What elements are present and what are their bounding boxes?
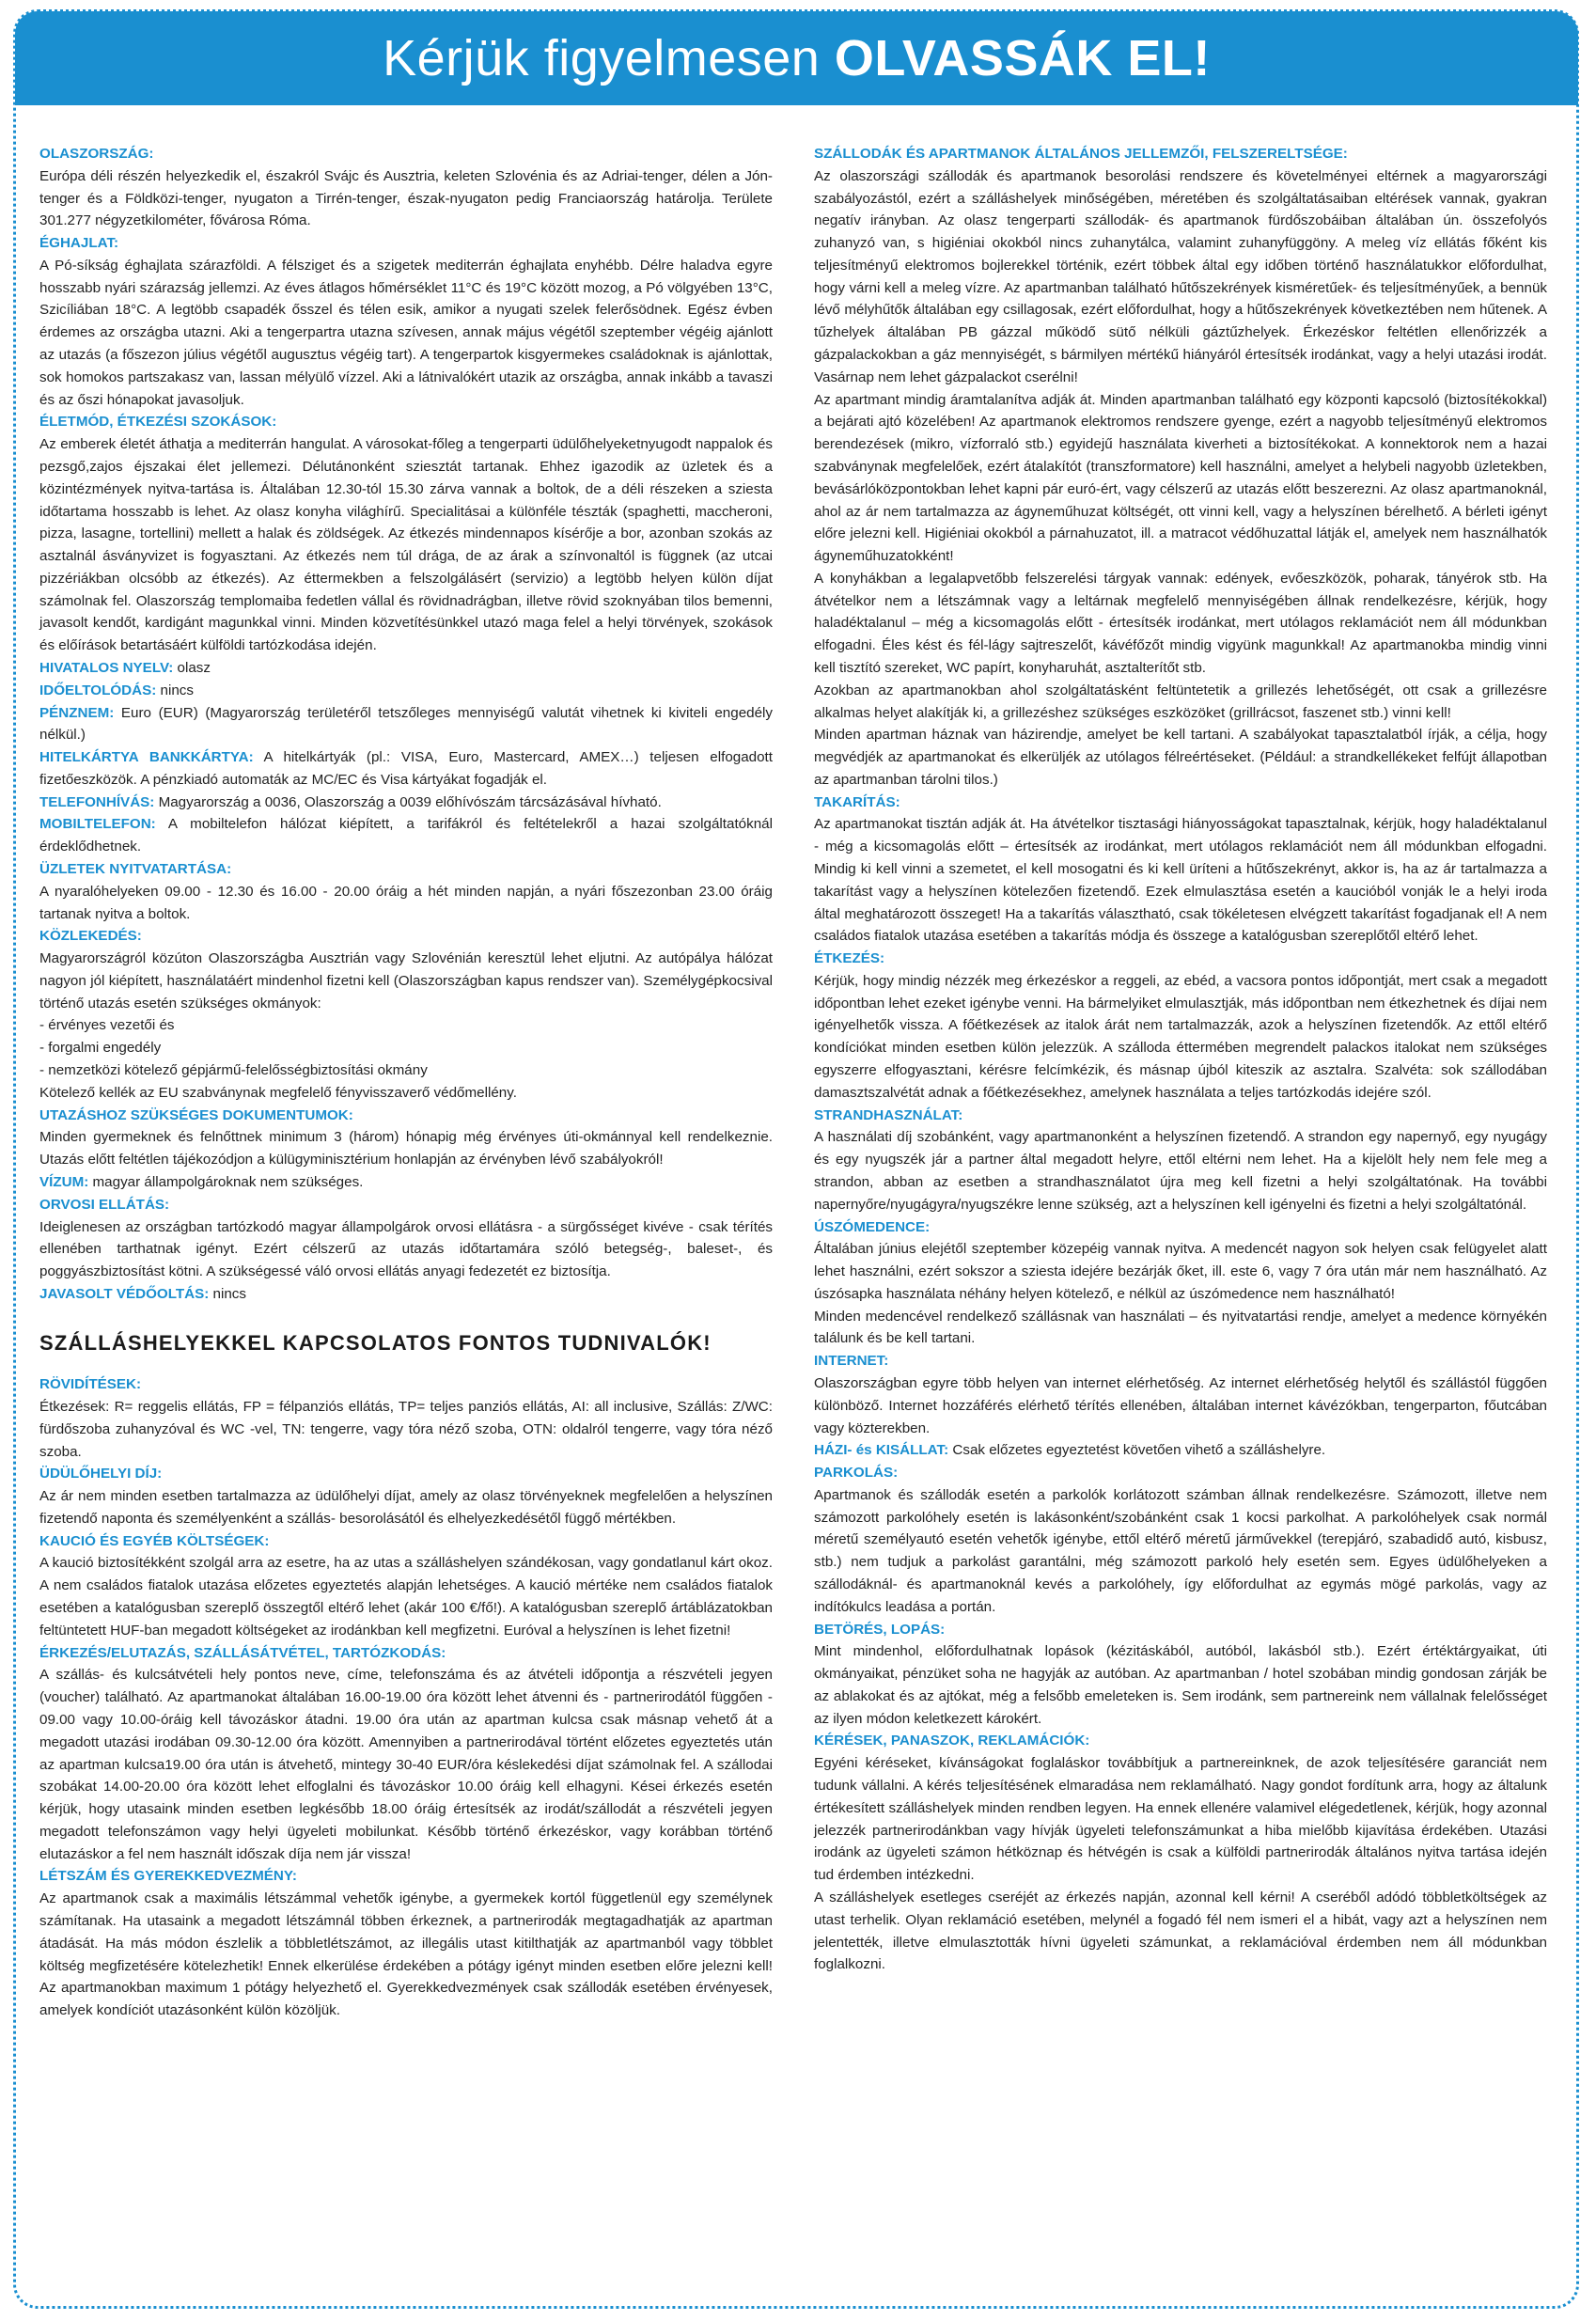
section-text: A szálláshelyek esetleges cseréjét az érkezés napján, azonnal kell kérni! A cseréből adódó többletköltségek az utast terhelik. Olyan reklamáció esetében, melynél a fogadó fél nem ismeri el a hibát, vagy azt a helyszínen nem jelentették, illetve elmulasztották hívni ügyeleti számunkat, a reklamációval érdemben nem áll módunkban foglalkozni.: [814, 1889, 1547, 1973]
section-heading: INTERNET:: [814, 1353, 889, 1370]
section-text: Általában június elejétől szeptember közepéig vannak nyitva. A medencét nagyon sok helyen csak felügyelet alatt lehet használni, ezért sokszor a sziesta idejére bezárják őket, ill. este 6, vagy 7 óra után már nem használható. Az úszósapka használata néhány helyen kötelező, e nélkül az úszómedence nem használható!: [814, 1241, 1547, 1302]
section-heading: ÉTKEZÉS:: [814, 950, 885, 967]
section-text: Az apartmanokat tisztán adják át. Ha átvételkor tisztasági hiányosságokat tapasztalnak, kérjük, hogy haladéktalanul - még a kicsomagolás előtt – értesítsék az irodánkat, mert utólagos reklamációt nem áll módunkban elfogadni. Mindig ki kell vinni a szemetet, el kell mosogatni és ki kell üríteni a hűtőszekrényt, akkor is, ha az ár tartalmazza a takarítást vagy a helyszínen kötelezően fizetendő. Ezek elmulasztása esetén a kaucióból vonják le a helyi iroda által meghatározott összeget! Ha a takarítás választható, csak tökéletesen elvégzett takarítást fogadjanak el! A nem családos fiatalok utazása esetében a takarítás módja és összege a katalógusban szereplőtől eltérő lehet.: [814, 816, 1547, 945]
section-text: Azokban az apartmanokban ahol szolgáltatásként feltüntetetik a grillezés lehetőségét, ott csak a grillezésre alkalmas helyet alakítják ki, a grillezéshez szükséges eszközöket (grillrácsot, faszenet stb.) vinni kell!: [814, 682, 1547, 721]
section-text: A szállás- és kulcsátvételi hely pontos neve, címe, telefonszáma és az átvételi időpontja a részvételi jegyen (voucher) található. Az apartmanokat általában 16.00-19.00 óra között lehet átvenni és - partnerirodától függően - 09.00 vagy 10.00-óráig kell távozáskor átadni. 19.00 óra után az apartman kulcsa csak másnap vehető át a megadott utazási irodában 09.30-12.00 óra között. Amennyiben a partnerirodával történt előzetes egyeztetés után az apartman kulcsa19.00 óra után is átvehető, mintegy 30-40 EUR/óra késlekedési díjat számolnak fel. A szállodai szobákat 14.00-20.00 óra között lehet elfoglalni és távozáskor 10.00 óráig kell elhagyni. Kései érkezés esetén kérjük, hogy utasaink minden esetben legkésőbb 18.00 óráig értesítsék az irodát/szállodát a részvételi jegyen megadott telefonszámon vagy helyi ügyeleti mobilunkat. Később történő érkezéskor, vagy korábban történő elutazáskor a fel nem használt időszak díja nem jár vissza!: [39, 1667, 773, 1862]
section-heading: ORVOSI ELLÁTÁS:: [39, 1196, 170, 1213]
info-line: HITELKÁRTYA BANKKÁRTYA: A hitelkártyák (pl.: VISA, Euro, Mastercard, AMEX…) teljesen elfogadott fizetőeszközök. A pénzkiadó automaták az MC/EC és Visa kártyákat fogadják el.: [39, 749, 773, 788]
list-item: - érvényes vezetői és: [39, 1017, 175, 1034]
section-heading: ÉRKEZÉS/ELUTAZÁS, SZÁLLÁSÁTVÉTEL, TARTÓZKODÁS:: [39, 1644, 446, 1661]
section-heading: KÖZLEKEDÉS:: [39, 928, 142, 945]
section-text: Az ár nem minden esetben tartalmazza az üdülőhelyi díjat, amely az olasz törvényeknek megfelelően a helyszínen fizetendő naponta és személyenként a szállás- besorolásától és elhelyezkedésétől függő mértékben.: [39, 1488, 773, 1527]
section-text: Mint mindenhol, előfordulhatnak lopások (kézitáskából, autóból, lakásból stb.). Ezért értéktárgyaikat, úti okmányaikat, pénzüket soha ne hagyják az autóban. Az apartmanban / hotel szobában mindig gondosan zárják be az ablakokat és az ajtókat, még a felsőbb emeleteken is. Sem irodánk, sem partnereink nem vállalnak felelősséget az ilyen módon keletkezett károkért.: [814, 1643, 1547, 1727]
section-heading: ÉGHAJLAT:: [39, 235, 119, 252]
page-header: [15, 11, 1578, 105]
info-line: VÍZUM: magyar állampolgároknak nem szükséges.: [39, 1173, 364, 1190]
section-text: Az olaszországi szállodák és apartmanok besorolási rendszere és követelményei eltérnek a magyarországi szabályozástól, ezért a szálláshelyek minőségében, méretében és szolgáltatásaiban eltérések vannak, gyakran negatív irányban. Az olasz tengerparti szállodák- és apartmanok fürdőszobáiban általában ún. összefolyós zuhanyzó van, s higiéniai okokból nincs zuhanytálca, valamint zuhanyfüggöny. A meleg víz ellátás főként kis teljesítményű elektromos bojlerekkel történik, ezért többek által egy időben történő használatukkor előfordulhat, hogy várni kell a meleg vízre. Az apartmanban található hűtőszekrények kisméretűek- és teljesítményűek, a bennük lévő mélyhűtők általában egy csillagosak, ezért előfordulhat, hogy a hűtőszekrények következtében nem hűtenek. A tűzhelyek általában PB gázzal működő sütő nélküli gáztűzhelyek. Érkezéskor feltétlen ellenőrizzék a gázpalackokban a gáz mennyiségét, s bármilyen mértékű hiányáról értesítsék irodánkat, vagy a helyi utazási irodát. Vasárnap nem lehet gázpalackot cserélni!: [814, 167, 1547, 385]
section-text: Kérjük, hogy mindig nézzék meg érkezéskor a reggeli, az ebéd, a vacsora pontos időpontját, mert csak a megadott időpontban lehet ezeket igénybe venni. Ha bármelyiket elmulasztják, más időpontban nem étkezhetnek és díjai nem igényelhetők vissza. A főétkezések az italok árát nem tartalmazzák, azok a helyszínen fizetendők. Az ettől eltérő kondíciókat minden esetben külön jelezzük. A szálloda éttermében megrendelt palackos italokat nem szükséges egyszerre elfogyasztani, kérésre felcímkézik, és másnap újból kiteszik az asztalra. Szalvéta: sok szállodában damasztszalvétát adnak a főétkezésekhez, amelynek használata a teljes tartózkodás idejére szól.: [814, 972, 1547, 1101]
section-text: Egyéni kéréseket, kívánságokat foglaláskor továbbítjuk a partnereinknek, de azok teljesítésére garanciát nem tudunk vállalni. A kérés teljesítésének elmaradása nem reklamálható. Nagy gondot fordítunk arra, hogy az általunk értékesített szálláshelyek minden rendben legyen. Ha ennek ellenére valamivel elégedetlenek, kérjük, hogy azonnal jelezzék partnerirodánkban vagy hívják ügyeleti telefonszámunkat a hiba mielőbb kijavítása érdekében. Utazási irodánk az ügyeleti számon hétköznap és hétvégén is csak a külföldi partnerirodák általános nyitva tartása idején tud érdemben intézkedni.: [814, 1755, 1547, 1884]
section-heading: PARKOLÁS:: [814, 1465, 899, 1482]
section-text: Minden apartman háznak van házirendje, amelyet be kell tartani. A szabályokat tapasztalatból írják, a célja, hogy megvédjék az apartmanokat és elkerüljék az utólagos félreértéseket. (Például: a strandkellékeket felfújt állapotban az apartmanban tárolni tilos.): [814, 727, 1547, 788]
left-column: [39, 143, 773, 2022]
section-text: A konyhákban a legalapvetőbb felszerelési tárgyak vannak: edények, evőeszközök, poharak, tányérok stb. Ha átvételkor nem a létszámnak vagy a leltárnak megfelelő mennyiségében állnak rendelkezésre, kérjük, hogy haladéktalanul – még a kicsomagolás előtt - értesítsék irodánkat, mert utólagos reklamációt nem áll módunkban elfogadni. Éles kést és fél-lágy sajtreszelőt, kávéfőzőt mindig vigyünk magunkkal! Az apartmanokba mindig vinni kell tisztító szereket, WC papírt, konyharuhát, asztalterítőt stb.: [814, 570, 1547, 676]
section-text: Minden medencével rendelkező szállásnak van használati – és nyitvatartási rendje, amelyet a medence környékén találunk és be kell tartani.: [814, 1308, 1547, 1347]
right-column: [814, 143, 1547, 1976]
section-heading: SZÁLLODÁK ÉS APARTMANOK ÁLTALÁNOS JELLEMZŐI, FELSZERELTSÉGE:: [814, 146, 1348, 162]
section-text: A Pó-síkság éghajlata szárazföldi. A félsziget és a szigetek mediterrán éghajlata enyhébb. Délre haladva egyre hosszabb nyári szárazság jellemzi. Az éves átlagos hőmérséklet 11°C és 19°C között mozog, a Pó völgyében 13°C, Szicíliában 18°C. A legtöbb csapadék ősszel és télen esik, amikor a nyugati szelek felerősödnek. Egész évben érdemes az országba utazni. Aki a tengerpartra utazna szívesen, annak május végétől szeptember végéig ajánlott az utazás (a főszezon július végétől augusztus végéig tart). A tengerpartok kisgyermekes családoknak is ajánlottak, sok homokos partszakasz van, lassan mélyülő vízzel. Aki a látnivalókért utazik az országba, annak inkább a tavaszi és az őszi hónapokat javasoljuk.: [39, 257, 773, 408]
section-heading: ÚSZÓMEDENCE:: [814, 1218, 931, 1235]
section-heading: OLASZORSZÁG:: [39, 146, 154, 162]
info-line: PÉNZNEM: Euro (EUR) (Magyarország területéről tetszőleges mennyiségű valutát vihetnek ki kiviteli engedély nélkül.): [39, 704, 773, 744]
section-text: Apartmanok és szállodák esetén a parkolók korlátozott számban állnak rendelkezésre. Számozott, illetve nem számozott parkolóhely esetén is lakásonként/szobánként csak 1 kocsi parkolhat. A parkolóhelyek csak normál méretű személyautó esetén vehetők igénybe, ettől eltérő méretű járművekkel (terepjáró, szabadidő autó, kisbusz, stb.) nem tudjuk a parkolást garantálni, még számozott parkoló hely esetén sem. Egyes üdülőhelyeken a szállodáknál- és apartmanoknál kevés a parkolóhely, így előfordulhat az egymás mögé parkolás, vagy az indítókulcs leadása a portán.: [814, 1486, 1547, 1615]
section-text: A használati díj szobánként, vagy apartmanonként a helyszínen fizetendő. A strandon egy napernyő, egy nyugágy és egy nyugszék jár a partner által megadott helyre, ettől eltérni nem lehet. Ha a kijelölt hely nem fele meg a strandon, abban az esetben a strandhasználatot újra meg kell fizetni a helyi szolgáltatónak. Ha további napernyőre/nyugágyra/nyugszékre lenne szükség, azt a helyszínen kell igényelni és fizetni a helyi szolgáltatónál.: [814, 1129, 1547, 1213]
section-heading: STRANDHASZNÁLAT:: [814, 1106, 963, 1123]
section-text: A nyaralóhelyeken 09.00 - 12.30 és 16.00 - 20.00 óráig a hét minden napján, a nyári főszezonban 23.00 óráig tartanak nyitva a boltok.: [39, 883, 773, 922]
section-heading: LÉTSZÁM ÉS GYEREKKEDVEZMÉNY:: [39, 1868, 297, 1885]
info-line: MOBILTELEFON: A mobiltelefon hálózat kiépített, a tarifákról és feltételekről a hazai szolgáltatóknál érdeklődhetnek.: [39, 816, 773, 855]
section-text: Európa déli részén helyezkedik el, északról Svájc és Ausztria, keleten Szlovénia és az Adriai-tenger, délen a Jón-tenger és a Földközi-tenger, nyugaton a Tirrén-tenger, észak-nyugaton pedig Franciaország határolja. Területe 301.277 négyzetkilométer, fővárosa Róma.: [39, 167, 773, 229]
section-text: Az emberek életét áthatja a mediterrán hangulat. A városokat-főleg a tengerparti üdülőhelyeketnyugodt nappalok és pezsgő,zajos éjszakai élet jellemezi. Délutánonként sziesztát tartanak. Ehhez igazodik az üzletek és a közintézmények nyitva-tartása is. Általában 12.30-tól 15.30 zárva vannak a boltok, de a déli részeken a sziesta időtartama hosszabb is lehet. Az olasz konyha világhírű. Specialitásai a különféle tészták (spaghetti, maccheroni, pizza, lasagne, tortellini) mellett a halak és zöldségek. Az étkezés mindennapos kísérője a bor, azonban szokás az asztalnál ásványvizet is fogyasztani. Az étkezés nem túl drága, de az árak a színvonaltól is függnek (az utcai pizzériákban olcsóbb az étkezés). Az éttermekben a felszolgálásért (servizio) a legtöbb helyen külön díjat számolnak fel. Olaszország templomaiba fedetlen vállal és rövidnadrágban, illetve rövid szoknyában tilos bemenni, javasolt kendőt, kardigánt magunkkal vinni. Minden közvetítésünkkel utazó maga felel a helyi törvények, szokások és előírások betartásáért külföldi tartózkodása idején.: [39, 436, 773, 654]
section-heading: KÉRÉSEK, PANASZOK, REKLAMÁCIÓK:: [814, 1733, 1090, 1749]
section-text: A kaució biztosítékként szolgál arra az esetre, ha az utas a szálláshelyen szándékosan, vagy gondatlanul kárt okoz. A nem családos fiatalok utazása előzetes egyeztetés alapján lehetséges. A kaució mértéke nem családos fiatalok esetében a katalógusban szereplő összegtől eltérő lehet (akár 100 €/fő!). A katalógusban szereplő ártáblázatokban feltüntetett HUF-ban megadott költségeket az irodánkban kell megfizetni. Euróval a helyszínen is lehet fizetni!: [39, 1555, 773, 1639]
section-text: Étkezések: R= reggelis ellátás, FP = félpanziós ellátás, TP= teljes panziós ellátás, AI: all inclusive, Szállás: Z/WC: fürdőszoba zuhanyzóval és WC -vel, TN: tengerre, vagy tóra néző szoba, OTN: oldalról tengerre, vagy tóra néző szoba.: [39, 1399, 773, 1460]
list-item: Kötelező kellék az EU szabványnak megfelelő fényvisszaverő védőmellény.: [39, 1084, 517, 1101]
page-title: Kérjük figyelmesen OLVASSÁK EL!: [383, 30, 1211, 86]
section-text: Ideiglenesen az országban tartózkodó magyar állampolgárok orvosi ellátásra - a sürgősséget kivéve - csak térítés ellenében tarthatnak igényt. Ezért célszerű az utazás időtartamára szóló betegség-, baleset-, és poggyászbiztosítást kötni. A szükségessé váló orvosi ellátás anyagi fedezetét ez biztosítja.: [39, 1218, 773, 1280]
section-heading: KAUCIÓ ÉS EGYÉB KÖLTSÉGEK:: [39, 1532, 270, 1549]
section-text: Az apartmanok csak a maximális létszámmal vehetők igénybe, a gyermekek kortól függetlenül egy személynek számítanak. Ha utasaink a megadott létszámnál többen érkeznek, a partnerirodák megtagadhatják az apartman átadását. Ha más módon észlelik a többletlétszámot, az illegális utast kitilthatják az apartmanból vagy többlet költség megfizetésére kötelezhetik! Ennek elkerülése érdekében a pótágy igényt minden esetben előre jelezni kell! Az apartmanokban maximum 1 pótágy helyezhető el. Gyerekkedvezmények csak szállodák esetében érvényesek, amelyek kondíciót utazásonként külön közöljük.: [39, 1890, 773, 2019]
info-line: TELEFONHÍVÁS: Magyarország a 0036, Olaszország a 0039 előhívószám tárcsázásával hívható.: [39, 793, 662, 810]
section-heading: ÜDÜLŐHELYI DÍJ:: [39, 1466, 163, 1482]
section-heading: RÖVIDÍTÉSEK:: [39, 1376, 142, 1393]
list-item: - forgalmi engedély: [39, 1040, 162, 1057]
section-heading: ÉLETMÓD, ÉTKEZÉSI SZOKÁSOK:: [39, 414, 277, 431]
accommodation-heading: SZÁLLÁSHELYEKKEL KAPCSOLATOS FONTOS TUDNIVALÓK!: [39, 1330, 712, 1355]
section-heading: ÜZLETEK NYITVATARTÁSA:: [39, 861, 232, 877]
section-text: Olaszországban egyre több helyen van internet elérhetőség. Az internet elérhetőség helytől és szállástól függően különböző. Internet hozzáférés elérhető térítés ellenében, általában internet kávézókban, tengerparton, főutcában vagy közterekben.: [814, 1374, 1547, 1436]
section-heading: UTAZÁSHOZ SZÜKSÉGES DOKUMENTUMOK:: [39, 1106, 353, 1123]
info-line: IDŐELTOLÓDÁS: nincs: [39, 682, 194, 698]
section-heading: BETÖRÉS, LOPÁS:: [814, 1621, 946, 1638]
section-text: Magyarországról közúton Olaszországba Ausztrián vagy Szlovénián keresztül lehet eljutni. Az autópálya hálózat nagyon jól kiépített, használatáért mindenhol fizetni kell (Olaszországban kapus rendszer van). Személygépkocsival történő utazás esetén szükséges okmányok:: [39, 950, 773, 1012]
section-text: Minden gyermeknek és felnőttnek minimum 3 (három) hónapig még érvényes úti-okmánnyal kell rendelkeznie. Utazás előtt feltétlen tájékozódjon a külügyminisztérium honlapján az érvényben lévő szabályokról!: [39, 1129, 773, 1168]
info-line: HIVATALOS NYELV: olasz: [39, 659, 211, 676]
section-heading: TAKARÍTÁS:: [814, 793, 900, 810]
section-text: Az apartmant mindig áramtalanítva adják át. Minden apartmanban található egy központi kapcsoló (biztosítékokkal) a bejárati ajtó közelében! Az apartmanok elektromos rendszere gyenge, ezért a nagyobb teljesítményű elektromos berendezések (mikro, vízforraló stb.) egyidejű használata kiverheti a biztosítékokat. A konnektorok nem a hazai szabványnak megfelelőek, ezért átalakítót (transzformatore) kell használni, amelyet a helybeli nagyobb üzletekben, bevásárlóközpontokban lehet kapni pár euró-ért, vagy célszerű az utazás előtt beszerezni. Az olasz apartmanoknál, ahol az ár nem tartalmazza az ágyneműhuzat költségét, ott vinni kell, vagy a helyszínen bérelhető. A bérleti igényt előre jelezni kell. Higiéniai okokból a párnahuzatot, ill. a matracot védőhuzattal látják el, amelyek nem használhatók ágyneműhuzatokként!: [814, 391, 1547, 565]
info-line: HÁZI- és KISÁLLAT: Csak előzetes egyeztetést követően vihető a szálláshelyre.: [814, 1442, 1326, 1459]
list-item: - nemzetközi kötelező gépjármű-felelősségbiztosítási okmány: [39, 1062, 428, 1079]
info-line: JAVASOLT VÉDŐOLTÁS: nincs: [39, 1285, 246, 1302]
